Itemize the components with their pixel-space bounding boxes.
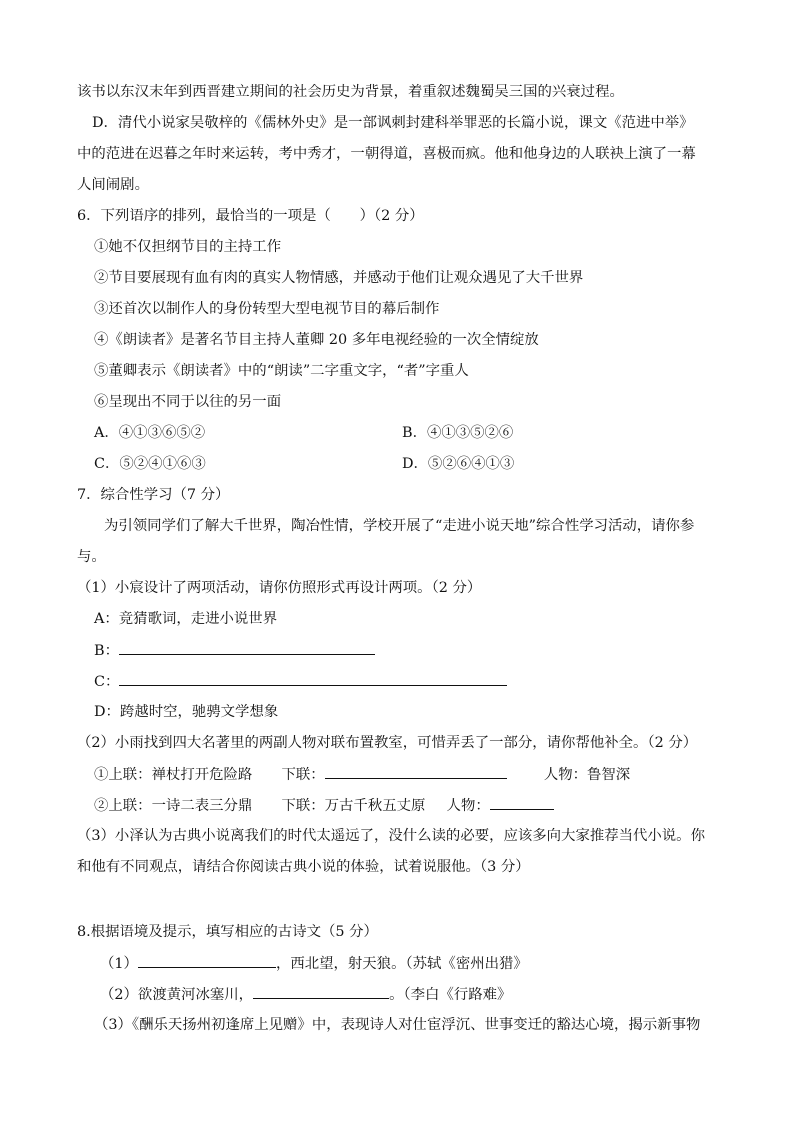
- couplet-2-person-label: 人物：: [446, 798, 490, 814]
- q8-s1-prefix: （1）: [100, 956, 138, 972]
- q6-item-2: ②节目要展现有血有肉的真实人物情感，并感动于他们让观众遇见了大千世界: [94, 270, 584, 286]
- answer-blank-q8-1[interactable]: [138, 953, 276, 968]
- q8-sentence-3: （3）《酬乐天扬州初逢席上见赠》中，表现诗人对仕宦浮沉、世事变迁的豁达心境，揭示新事物: [94, 1017, 701, 1033]
- q6-option-c[interactable]: C．⑤②④①⑥③: [94, 456, 206, 472]
- q6-item-4: ④《朗读者》是著名节目主持人董卿 20 多年电视经验的一次全情绽放: [94, 332, 539, 348]
- couplet-1-lower-label: 下联：: [281, 767, 325, 783]
- q8-sentence-1: [100, 953, 528, 974]
- q7-part3-cont: 和他有不同观点，请结合你阅读古典小说的体验，试着说服他。（3 分）: [77, 859, 530, 875]
- q8-title: 8.根据语境及提示，填写相应的古诗文（5 分）: [77, 924, 378, 940]
- q6-item-1: ①她不仅担纲节目的主持工作: [94, 239, 282, 255]
- q6-option-a[interactable]: A．④①③⑥⑤②: [94, 425, 206, 441]
- q7-part1-a: A：竞猜歌词，走进小说世界: [94, 611, 278, 627]
- q7-part1-b-label: B：: [94, 643, 119, 659]
- q8-s1-suffix: ，西北望，射天狼。（苏轼《密州出猎》: [275, 956, 528, 972]
- q6-stem: 6．下列语序的排列，最恰当的一项是（ ）（2 分）: [77, 208, 424, 224]
- q8-s2-suffix: 。（李白《行路难》: [389, 987, 512, 1003]
- q7-intro: 为引领同学们了解大千世界，陶冶性情，学校开展了“走进小说天地”综合性学习活动，请你参: [104, 518, 695, 534]
- q7-part1-stem: （1）小宸设计了两项活动，请你仿照形式再设计两项。（2 分）: [77, 580, 482, 596]
- couplet-2-lower: 下联：万古千秋五丈原: [281, 798, 426, 814]
- q6-option-d[interactable]: D．⑤②⑥④①③: [402, 456, 515, 472]
- answer-blank-c[interactable]: [119, 671, 507, 686]
- q7-intro-end: 与。: [77, 549, 106, 565]
- q7-part2-stem: （2）小雨找到四大名著里的两副人物对联布置教室，可惜弄丢了一部分，请你帮他补全。（2 分）: [77, 735, 698, 751]
- couplet-1-upper: ①上联：禅杖打开危险路: [94, 767, 253, 783]
- intro-line: 该书以东汉末年到西晋建立期间的社会历史为背景，着重叙述魏蜀吴三国的兴衰过程。: [77, 84, 624, 100]
- answer-blank-q8-2[interactable]: [253, 984, 389, 999]
- q6-item-5: ⑤董卿表示《朗读者》中的“朗读”二字重文字，“者”字重人: [94, 363, 469, 379]
- q7-title: 7．综合性学习（7 分）: [77, 487, 230, 503]
- q7-part1-c: [94, 671, 507, 692]
- couplet-1-person: 人物：鲁智深: [543, 767, 631, 783]
- q7-couplet-2: [94, 795, 554, 816]
- q7-part3: （3）小泽认为古典小说离我们的时代太遥远了，没什么读的必要，应该多向大家推荐当代小说。你: [77, 828, 705, 844]
- answer-blank-couplet-lower[interactable]: [325, 764, 507, 779]
- q7-couplet-1: [94, 764, 630, 785]
- q6-option-b[interactable]: B．④①③⑤②⑥: [402, 425, 514, 441]
- q7-part1-c-label: C：: [94, 674, 120, 690]
- q7-part1-b: [94, 640, 375, 661]
- answer-blank-b[interactable]: [119, 640, 375, 655]
- couplet-2-upper: ②上联：一诗二表三分鼎: [94, 798, 253, 814]
- option-d-text-end: 人间闹剧。: [77, 177, 149, 193]
- option-d-text: D．清代小说家吴敬梓的《儒林外史》是一部讽刺封建科举罪恶的长篇小说，课文《范进中举》: [92, 115, 694, 131]
- q6-item-6: ⑥呈现出不同于以往的另一面: [94, 394, 282, 410]
- q7-part1-d: D：跨越时空，驰骋文学想象: [94, 704, 279, 720]
- q6-item-3: ③还首次以制作人的身份转型大型电视节目的幕后制作: [94, 301, 440, 317]
- q8-s2-prefix: （2）欲渡黄河冰塞川，: [100, 987, 254, 1003]
- option-d-text-cont: 中的范进在迟暮之年时来运转，考中秀才，一朝得道，喜极而疯。他和他身边的人联袂上演了一幕: [77, 146, 696, 162]
- answer-blank-person[interactable]: [490, 795, 554, 810]
- q8-sentence-2: [100, 984, 511, 1005]
